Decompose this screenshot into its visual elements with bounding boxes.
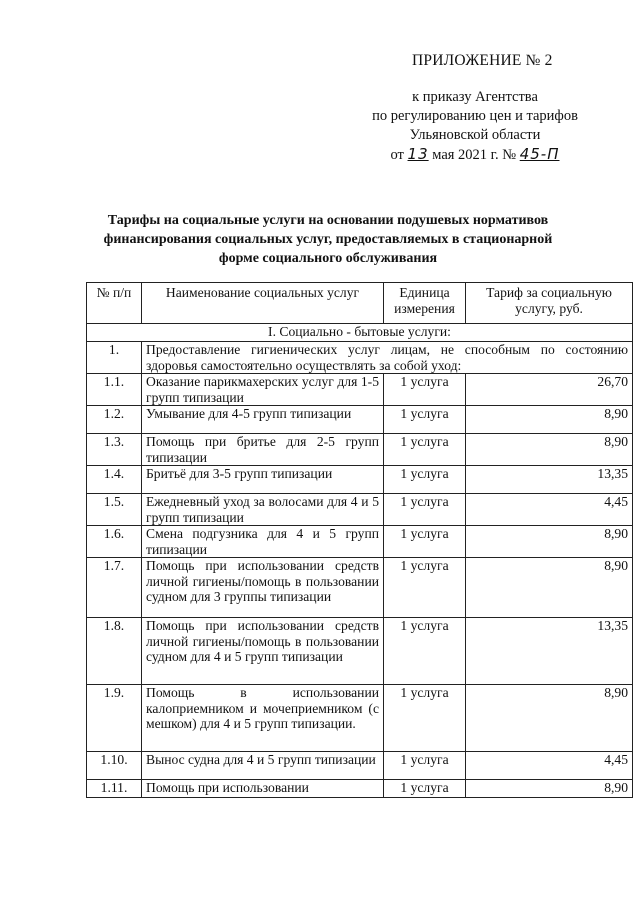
row-price: 26,70 <box>466 374 633 406</box>
row-num: 1.6. <box>87 526 142 558</box>
row-name: Помощь при использовании <box>142 780 384 798</box>
order-line-2: по регулированию цен и тарифов <box>372 108 578 124</box>
row-unit: 1 услуга <box>384 558 466 618</box>
row-unit: 1 услуга <box>384 752 466 780</box>
order-reference <box>350 88 600 165</box>
tariff-table <box>86 282 633 798</box>
header-name: Наименование социальных услуг <box>142 283 384 324</box>
row-price: 13,35 <box>466 466 633 494</box>
row-unit: 1 услуга <box>384 685 466 752</box>
row-name: Помощь при использовании средств личной гигиены/помощь в пользовании судном для 4 и 5 групп типизации <box>142 618 384 685</box>
row-name: Помощь при использовании средств личной гигиены/помощь в пользовании судном для 3 группы типизации <box>142 558 384 618</box>
row-num: 1.10. <box>87 752 142 780</box>
row-num: 1.8. <box>87 618 142 685</box>
row-price: 8,90 <box>466 558 633 618</box>
appendix-label: ПРИЛОЖЕНИЕ № 2 <box>412 52 553 69</box>
header-unit: Единица измерения <box>384 283 466 324</box>
row-price: 8,90 <box>466 526 633 558</box>
table-row <box>87 558 633 618</box>
row-unit: 1 услуга <box>384 618 466 685</box>
row-name: Умывание для 4-5 групп типизации <box>142 406 384 434</box>
document-title <box>80 211 576 268</box>
row-name: Помощь при бритье для 2-5 групп типизации <box>142 434 384 466</box>
table-row <box>87 618 633 685</box>
row-num: 1.7. <box>87 558 142 618</box>
table-row <box>87 526 633 558</box>
row-unit: 1 услуга <box>384 466 466 494</box>
title-line-1: Тарифы на социальные услуги на основании подушевых нормативов <box>107 213 549 228</box>
row-num: 1.11. <box>87 780 142 798</box>
row-price: 8,90 <box>466 685 633 752</box>
row-name: Смена подгузника для 4 и 5 групп типизации <box>142 526 384 558</box>
order-number: 45-П <box>519 145 560 163</box>
order-line-3: Ульяновской области <box>409 127 541 143</box>
table-row <box>87 434 633 466</box>
row-price: 13,35 <box>466 618 633 685</box>
row-price: 8,90 <box>466 780 633 798</box>
group-name: Предоставление гигиенических услуг лицам, не способным по состоянию здоровья самостоятельно осуществлять за собой уход: <box>142 342 633 374</box>
row-num: 1.5. <box>87 494 142 526</box>
row-num: 1.2. <box>87 406 142 434</box>
row-name: Оказание парикмахерских услуг для 1-5 групп типизации <box>142 374 384 406</box>
row-name: Вынос судна для 4 и 5 групп типизации <box>142 752 384 780</box>
row-unit: 1 услуга <box>384 406 466 434</box>
order-day: 13 <box>407 145 429 163</box>
section-row <box>87 324 633 342</box>
table-header-row <box>87 283 633 324</box>
row-unit: 1 услуга <box>384 494 466 526</box>
table-row <box>87 780 633 798</box>
table-row <box>87 752 633 780</box>
row-price: 4,45 <box>466 752 633 780</box>
title-line-2: финансирования социальных услуг, предоставляемых в стационарной <box>103 232 553 247</box>
row-unit: 1 услуга <box>384 780 466 798</box>
row-num: 1.9. <box>87 685 142 752</box>
row-unit: 1 услуга <box>384 374 466 406</box>
row-price: 8,90 <box>466 406 633 434</box>
section-title: I. Социально - бытовые услуги: <box>87 324 633 342</box>
row-num: 1.3. <box>87 434 142 466</box>
table-row <box>87 466 633 494</box>
order-date-prefix: от <box>390 147 404 163</box>
title-line-3: форме социального обслуживания <box>218 251 438 266</box>
row-unit: 1 услуга <box>384 526 466 558</box>
row-name: Ежедневный уход за волосами для 4 и 5 групп типизации <box>142 494 384 526</box>
order-date-mid: мая 2021 г. № <box>432 147 517 163</box>
row-name: Бритьё для 3-5 групп типизации <box>142 466 384 494</box>
header-price: Тариф за социальную услугу, руб. <box>466 283 633 324</box>
table-row <box>87 494 633 526</box>
row-num: 1.1. <box>87 374 142 406</box>
table-row <box>87 374 633 406</box>
header-num: № п/п <box>87 283 142 324</box>
table-row <box>87 406 633 434</box>
order-line-1: к приказу Агентства <box>412 89 538 105</box>
group-row <box>87 342 633 374</box>
row-price: 4,45 <box>466 494 633 526</box>
group-num: 1. <box>87 342 142 374</box>
row-name: Помощь в использовании калоприемником и мочеприемником (с мешком) для 4 и 5 групп типизации. <box>142 685 384 752</box>
order-date-line <box>350 145 600 165</box>
table-row <box>87 685 633 752</box>
row-unit: 1 услуга <box>384 434 466 466</box>
row-price: 8,90 <box>466 434 633 466</box>
row-num: 1.4. <box>87 466 142 494</box>
